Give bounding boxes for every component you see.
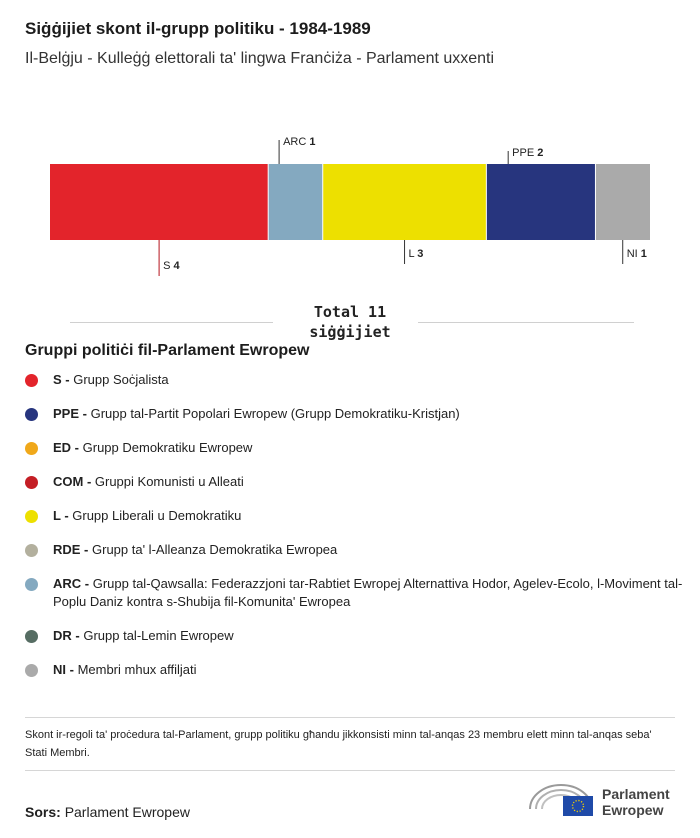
label-arc: ARC 1 bbox=[283, 136, 316, 148]
legend-text: Gruppi Komunisti u Alleati bbox=[94, 474, 244, 489]
legend-item-ppe bbox=[25, 405, 693, 423]
legend-item-arc bbox=[25, 575, 693, 611]
bar-segment-ppe bbox=[486, 164, 595, 240]
label-s: S 4 bbox=[163, 260, 180, 272]
legend-text: Grupp tal-Qawsalla: Federazzjoni tar-Rabtiet Ewropej Alternattiva Hodor, Agelev-Ecolo, l-Moviment tal-Poplu Daniz kontra s-Shubija fil-Komunita' Ewropea bbox=[53, 576, 683, 609]
bar-segment-ni bbox=[595, 164, 650, 240]
label-ppe: PPE 2 bbox=[512, 147, 544, 159]
source-text: Parlament Ewropew bbox=[64, 804, 190, 820]
bar-segment-arc bbox=[268, 164, 323, 240]
bar-segment-l bbox=[323, 164, 487, 240]
legend-text: Grupp Demokratiku Ewropew bbox=[82, 440, 253, 455]
legend-code: ARC - bbox=[53, 576, 93, 591]
legend-dot bbox=[25, 664, 38, 677]
legend-text: Grupp ta' l-Alleanza Demokratika Ewropea bbox=[92, 542, 338, 557]
logo-line-2: Ewropew bbox=[602, 802, 664, 818]
legend-code: DR - bbox=[53, 628, 84, 643]
legend-code: NI - bbox=[53, 662, 78, 677]
legend-title: Gruppi politiċi fil-Parlament Ewropew bbox=[25, 342, 310, 359]
seat-bar-chart bbox=[0, 135, 700, 285]
note-divider-bottom bbox=[25, 770, 675, 771]
legend-code: RDE - bbox=[53, 542, 92, 557]
logo-line-1: Parlament bbox=[602, 786, 670, 802]
legend-item-ni bbox=[25, 661, 693, 679]
legend-dot bbox=[25, 442, 38, 455]
legend-dot bbox=[25, 476, 38, 489]
legend-text: Grupp Soċjalista bbox=[73, 372, 169, 387]
legend-text: Membri mhux affiljati bbox=[77, 662, 197, 677]
legend-text: Grupp tal-Lemin Ewropew bbox=[83, 628, 234, 643]
legend-code: PPE - bbox=[53, 406, 91, 421]
source-label: Sors: bbox=[25, 804, 61, 820]
total-divider-left bbox=[70, 322, 273, 323]
label-l: L 3 bbox=[408, 248, 424, 260]
legend-code: S - bbox=[53, 372, 74, 387]
legend-dot bbox=[25, 374, 38, 387]
legend-code: L - bbox=[53, 508, 73, 523]
legend-item-dr bbox=[25, 627, 693, 645]
legend-item-com bbox=[25, 473, 693, 491]
legend-item-rde bbox=[25, 541, 693, 559]
legend-item-s bbox=[25, 371, 693, 389]
logo-text bbox=[602, 786, 670, 818]
bar-segment-s bbox=[50, 164, 268, 240]
hemicycle-icon bbox=[528, 779, 598, 823]
chart-subtitle: Il-Belġju - Kulleġġ elettorali ta' lingwa Franċiża - Parlament uxxenti bbox=[25, 50, 495, 67]
legend-dot bbox=[25, 408, 38, 421]
legend-text: Grupp tal-Partit Popolari Ewropew (Grupp Demokratiku-Kristjan) bbox=[90, 406, 460, 421]
note-divider-top bbox=[25, 717, 675, 718]
parliament-logo bbox=[528, 779, 688, 823]
legend-code: ED - bbox=[53, 440, 83, 455]
total-seats-label: Total 11 siġġijiet bbox=[309, 303, 391, 341]
legend-item-l bbox=[25, 507, 693, 525]
legend-dot bbox=[25, 544, 38, 557]
legend-dot bbox=[25, 510, 38, 523]
legend-dot bbox=[25, 630, 38, 643]
legend-dot bbox=[25, 578, 38, 591]
chart-title: Siġġijiet skont il-grupp politiku - 1984-1989 bbox=[25, 19, 371, 38]
legend-code: COM - bbox=[53, 474, 95, 489]
legend-item-ed bbox=[25, 439, 693, 457]
source-line bbox=[25, 804, 190, 820]
legend-text: Grupp Liberali u Demokratiku bbox=[72, 508, 242, 523]
total-divider-right bbox=[418, 322, 634, 323]
label-ni: NI 1 bbox=[626, 248, 647, 260]
footnote: Skont ir-regoli ta' proċedura tal-Parlament, grupp politiku għandu jikkonsisti minn tal-anqas 23 membru elett minn tal-anqas seba' Stati Membri. bbox=[25, 729, 652, 759]
